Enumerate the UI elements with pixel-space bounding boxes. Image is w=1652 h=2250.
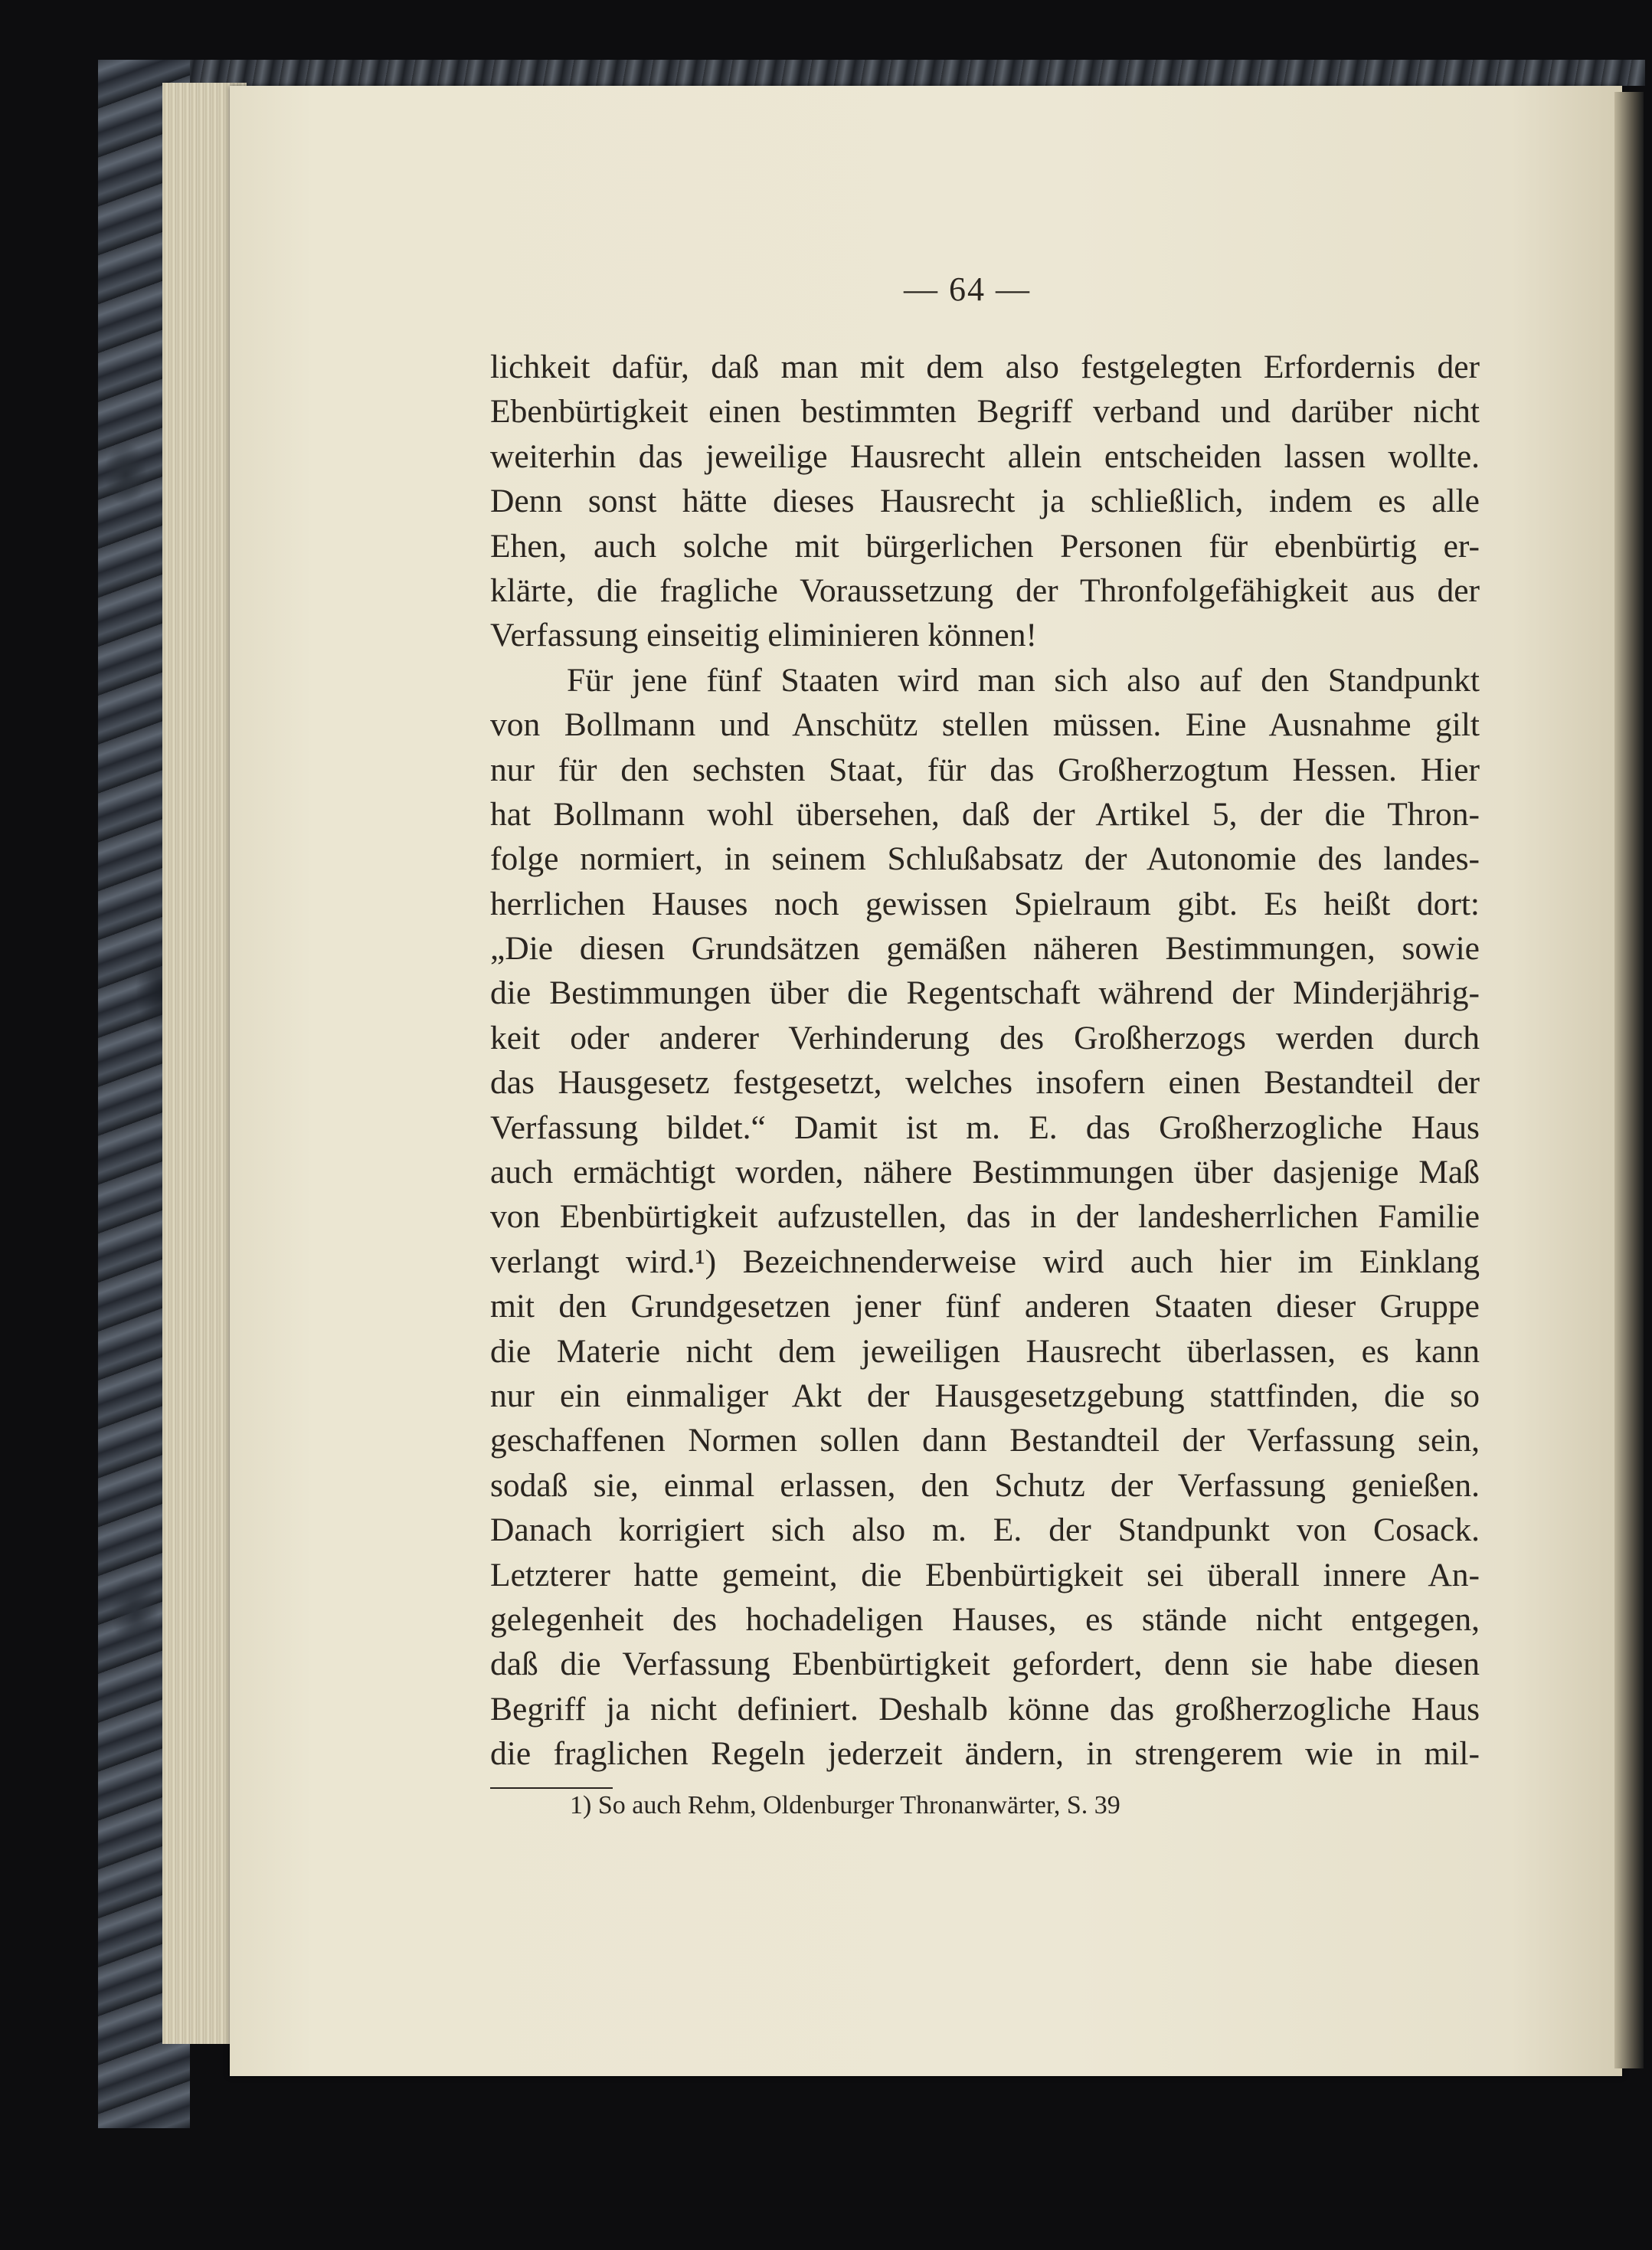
text-line: hat Bollmann wohl übersehen, daß der Artikel 5, der die Thron- — [490, 795, 1480, 833]
text-line: das Hausgesetz festgesetzt, welches insofern einen Bestandteil der — [490, 1064, 1480, 1102]
text-line: klärte, die fragliche Voraussetzung der Thronfolgefähigkeit aus der — [490, 572, 1480, 609]
text-line: auch ermächtigt worden, nähere Bestimmungen über dasjenige Maß — [490, 1154, 1480, 1191]
text-line: nur für den sechsten Staat, für das Großherzogtum Hessen. Hier — [490, 751, 1480, 788]
text-line: folge normiert, in seinem Schlußabsatz der Autonomie des landes- — [490, 840, 1480, 878]
body-text — [490, 345, 1480, 1777]
text-line: verlangt wird.¹) Bezeichnenderweise wird auch hier im Einklang — [490, 1243, 1480, 1280]
text-line: weiterhin das jeweilige Hausrecht allein entscheiden lassen wollte. — [490, 437, 1480, 475]
text-line: „Die diesen Grundsätzen gemäßen näheren Bestimmungen, sowie — [490, 930, 1480, 968]
text-line: mit den Grundgesetzen jener fünf anderen Staaten dieser Gruppe — [490, 1288, 1480, 1325]
text-line: herrlichen Hauses noch gewissen Spielraum gibt. Es heißt dort: — [490, 885, 1480, 922]
text-line: geschaffenen Normen sollen dann Bestandteil der Verfassung sein, — [490, 1422, 1480, 1459]
text-line: Für jene fünf Staaten wird man sich also auf den Standpunkt — [567, 661, 1480, 699]
text-line: keit oder anderer Verhinderung des Großherzogs werden durch — [490, 1019, 1480, 1056]
text-line: die fraglichen Regeln jederzeit ändern, in strengerem wie in mil- — [490, 1735, 1480, 1773]
text-line: Danach korrigiert sich also m. E. der Standpunkt von Cosack. — [490, 1511, 1480, 1549]
page-number: — 64 — — [904, 270, 1031, 308]
footnote-rule — [490, 1787, 613, 1789]
text-line: die Materie nicht dem jeweiligen Hausrecht überlassen, es kann — [490, 1332, 1480, 1370]
text-line: von Bollmann und Anschütz stellen müssen. Eine Ausnahme gilt — [490, 706, 1480, 744]
text-line: die Bestimmungen über die Regentschaft während der Minderjährig- — [490, 974, 1480, 1012]
page-right-edge — [1614, 92, 1644, 2068]
text-line: Begriff ja nicht definiert. Deshalb könne das großherzogliche Haus — [490, 1690, 1480, 1728]
text-line: lichkeit dafür, daß man mit dem also festgelegten Erfordernis der — [490, 349, 1480, 385]
text-line: daß die Verfassung Ebenbürtigkeit gefordert, denn sie habe diesen — [490, 1646, 1480, 1683]
text-line: gelegenheit des hochadeligen Hauses, es stände nicht entgegen, — [490, 1600, 1480, 1638]
text-line: Denn sonst hätte dieses Hausrecht ja schließlich, indem es alle — [490, 483, 1480, 520]
text-line: Ebenbürtigkeit einen bestimmten Begriff verband und darüber nicht — [490, 393, 1480, 431]
footnote: 1) So auch Rehm, Oldenburger Thronanwärter, S. 39 — [570, 1791, 1120, 1819]
text-line: Letzterer hatte gemeint, die Ebenbürtigkeit sei überall innere An- — [490, 1556, 1480, 1593]
text-line: sodaß sie, einmal erlassen, den Schutz der Verfassung genießen. — [490, 1466, 1480, 1504]
text-line: Verfassung bildet.“ Damit ist m. E. das Großherzogliche Haus — [490, 1109, 1480, 1146]
text-line: Ehen, auch solche mit bürgerlichen Personen für ebenbürtig er- — [490, 527, 1480, 565]
text-line: von Ebenbürtigkeit aufzustellen, das in der landesherrlichen Familie — [490, 1198, 1480, 1236]
text-line: nur ein einmaliger Akt der Hausgesetzgebung stattfinden, die so — [490, 1377, 1480, 1414]
book-cover-top — [98, 60, 1645, 86]
text-line: Verfassung einseitig eliminieren können! — [490, 617, 1037, 654]
